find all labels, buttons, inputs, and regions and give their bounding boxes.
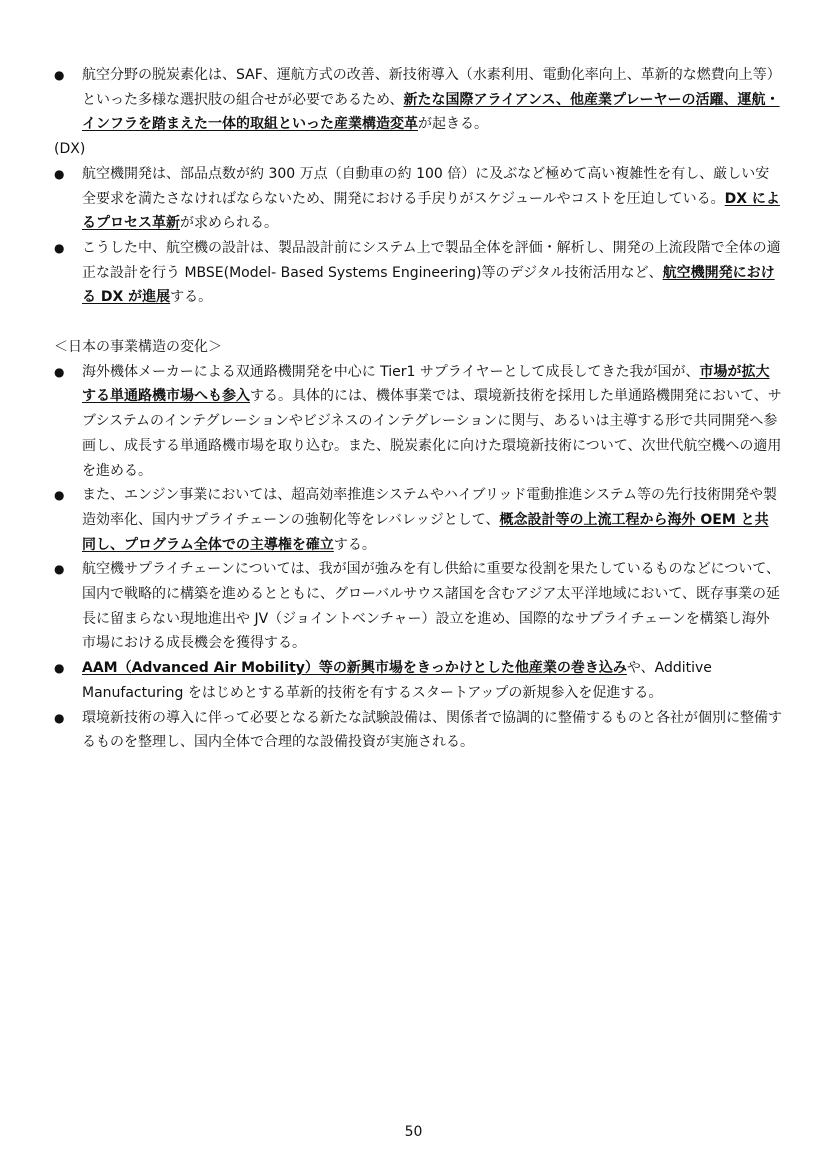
emphasis-text: AAM（Advanced Air Mobility）等の新興市場をきっかけとした他産業の巻き込み [82, 660, 627, 677]
section-label: (DX) [54, 141, 86, 158]
bullet-item [54, 236, 782, 310]
bullet-item [54, 63, 782, 137]
bullet-text: が求められる。 [180, 215, 278, 232]
page-number: 50 [404, 1124, 423, 1140]
bullet-text: する。具体的には、機体事業では、環境新技術を採用した単通路機開発において、サブシステムのインテグレーションやビジネスのインテグレーションに関与、あるいは主導する形で共同開発へ参画し、成長する単通路機市場を取り込む。また、脱炭素化に向けた環境新技術について、次世代航空機への適用を進める。 [82, 388, 782, 479]
bullet-text: 航空機開発は、部品点数が約 300 万点（自動車の約 100 倍）に及ぶなど極めて高い複雑性を有し、厳しい安全要求を満たさなければならないため、開発における手戻りがスケジュールやコストを圧迫している。 [82, 165, 770, 207]
bullet-item [54, 483, 782, 557]
bullet-text: や、Additive Manufacturing をはじめとする革新的技術を有するスタートアップの新規参入を促進する。 [82, 660, 712, 701]
bullet-text: 航空分野の脱炭素化は、SAF、運航方式の改善、新技術導入（水素利用、電動化率向上、革新的な燃費向上等）といった多様な選択肢の組合せが必要であるため、 [82, 67, 781, 108]
bullet-text: こうした中、航空機の設計は、製品設計前にシステム上で製品全体を評価・解析し、開発の上流段階で全体の適正な設計を行う MBSE(Model- Based Systems Engineering)等のデジタル技術活用など、 [82, 239, 781, 281]
bullet-text: 海外機体メーカーによる双通路機開発を中心に Tier1 サプライヤーとして成長してきた我が国が、 [82, 363, 700, 380]
document-body [54, 63, 782, 755]
emphasis-text: DX によるプロセス革新 [82, 190, 780, 232]
section-label: ＜日本の事業構造の変化＞ [54, 339, 222, 356]
spacer [54, 310, 782, 335]
bullet-item [54, 706, 782, 755]
emphasis-text: 市場が拡大する単通路機市場へも参入 [82, 363, 770, 405]
bullet-text: また、エンジン事業においては、超高効率推進システムやハイブリッド電動推進システム等の先行技術開発や製造効率化、国内サプライチェーンの強靭化等をレバレッジとして、 [82, 487, 777, 528]
bullet-item [54, 656, 782, 705]
emphasis-text: 新たな国際アライアンス、他産業プレーヤーの活躍、運航・インフラを踏まえた一体的取組といった産業構造変革 [82, 91, 780, 133]
bullet-text: が起きる。 [418, 116, 488, 133]
bullet-item [54, 557, 782, 656]
bullet-text: 環境新技術の導入に伴って必要となる新たな試験設備は、関係者で協調的に整備するものと各社が個別に整備するものを整理し、国内全体で合理的な設備投資が実施される。 [82, 709, 782, 751]
bullet-text: する。 [333, 536, 376, 553]
emphasis-text: 航空機開発における DX が進展 [82, 264, 775, 306]
bullet-item [54, 162, 782, 236]
bullet-text: 航空機サプライチェーンについては、我が国が強みを有し供給に重要な役割を果たしているものなどについて、国内で戦略的に構築を進めるとともに、グローバルサウス諸国を含むアジア太平洋地域において、既存事業の延長に留まらない現地進出や JV（ジョイントベンチャー）設立を進め、国際的なサプライチェーンを構築し海外市場における成長機会を獲得する。 [82, 561, 781, 652]
emphasis-text: 概念設計等の上流工程から海外 OEM と共同し、プログラム全体での主導権を確立 [82, 511, 769, 553]
bullet-item [54, 360, 782, 484]
bullet-text: する。 [170, 289, 213, 306]
